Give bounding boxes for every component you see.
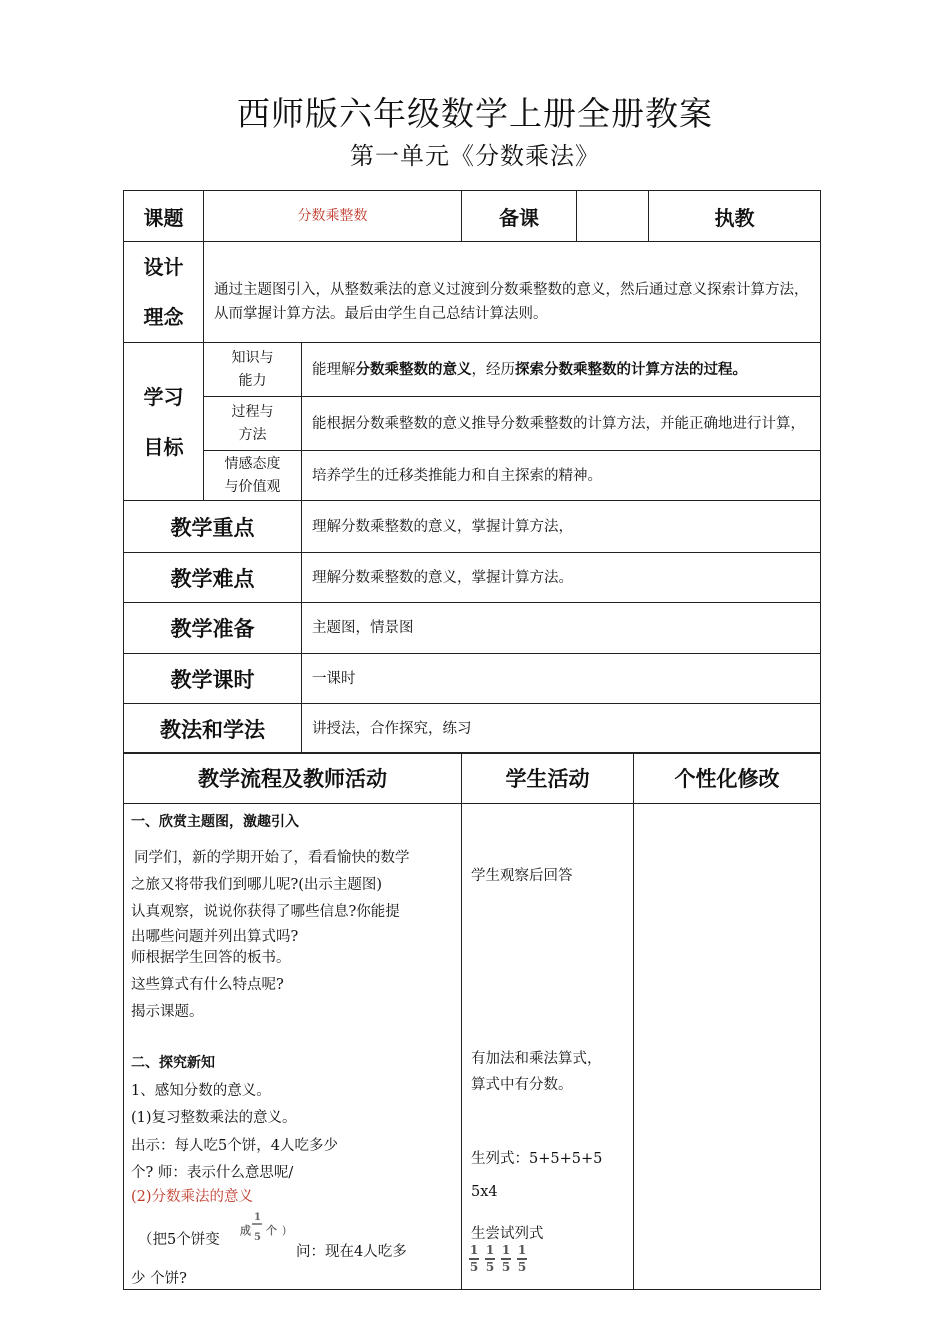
teacher-line-14: 问：现在4人吃多 xyxy=(296,1244,407,1260)
student-activity-cell xyxy=(462,804,634,1290)
periods-row xyxy=(124,654,821,704)
personal-edit-header: 个性化修改 xyxy=(634,753,821,804)
goals-label-1: 学习 xyxy=(143,384,184,409)
teacher-line-15: 少 个饼? xyxy=(131,1271,187,1287)
goals-label xyxy=(124,343,204,501)
periods-value: 一课时 xyxy=(302,654,821,704)
fraction-4: $\frac{1}{5}$ xyxy=(517,1243,527,1274)
header-row xyxy=(124,191,821,242)
teaching-flow-table xyxy=(123,752,821,1290)
prep-label: 备课 xyxy=(462,191,577,242)
teach-label: 执教 xyxy=(649,191,821,242)
teacher-line-8: 1、感知分数的意义。 xyxy=(131,1083,271,1099)
fraction-sum-image xyxy=(469,1244,527,1274)
svg-text:1: 1 xyxy=(254,1212,261,1223)
teacher-line-7: 揭示课题。 xyxy=(131,1004,204,1020)
unit-subtitle: 第一单元《分数乘法》 xyxy=(350,142,600,170)
methods-label: 教法和学法 xyxy=(124,704,302,754)
preparation-label: 教学准备 xyxy=(124,603,302,654)
goal-text-knowledge: 能理解分数乘整数的意义，经历探索分数乘整数的计算方法的过程。 xyxy=(302,343,821,397)
prep-value[interactable] xyxy=(577,191,649,242)
flow-content-row xyxy=(124,804,821,1290)
teacher-activity-cell xyxy=(124,804,462,1290)
student-answer-6: 生尝试列式 xyxy=(471,1226,544,1242)
goal-sub-knowledge: 知识与 能力 xyxy=(204,343,302,397)
teacher-activity-header: 教学流程及教师活动 xyxy=(124,753,462,804)
svg-text:成: 成 xyxy=(240,1224,251,1237)
goals-label-2: 目标 xyxy=(143,434,184,459)
preparation-value: 主题图，情景图 xyxy=(302,603,821,654)
key-points-label: 教学重点 xyxy=(124,501,302,553)
preparation-row xyxy=(124,603,821,654)
personal-edit-cell[interactable] xyxy=(634,804,821,1290)
fraction-1: $\frac{1}{5}$ xyxy=(469,1243,479,1274)
svg-text:): ) xyxy=(282,1224,287,1237)
teacher-line-11: 个? 师：表示什么意思呢/ xyxy=(131,1165,294,1181)
teacher-line-2: 之旅又将带我们到哪儿呢?(出示主题图) xyxy=(131,877,383,893)
goal-row-1 xyxy=(124,343,821,397)
key-points-value: 理解分数乘整数的意义，掌握计算方法， xyxy=(302,501,821,553)
key-points-row xyxy=(124,501,821,553)
topic-value: 分数乘整数 xyxy=(204,191,462,242)
flow-header-row xyxy=(124,753,821,804)
design-label xyxy=(124,242,204,343)
goal-sub-process: 过程与 方法 xyxy=(204,397,302,451)
fraction-piece-icon xyxy=(238,1208,296,1244)
design-row xyxy=(124,242,821,343)
teacher-line-1: 同学们，新的学期开始了，看看愉快的数学 xyxy=(134,850,410,866)
lesson-plan-table xyxy=(123,190,821,754)
topic-label: 课题 xyxy=(124,191,204,242)
section-2-heading: 二、探究新知 xyxy=(131,1055,215,1071)
periods-label: 教学课时 xyxy=(124,654,302,704)
svg-text:5: 5 xyxy=(254,1232,261,1243)
student-activity-header: 学生活动 xyxy=(462,753,634,804)
section-1-heading: 一、欣赏主题图，激趣引入 xyxy=(131,814,299,830)
teacher-line-4: 出哪些问题并列出算式吗? xyxy=(131,929,299,945)
goal-sub-emotion: 情感态度 与价值观 xyxy=(204,451,302,501)
student-answer-4: 生列式：5+5+5+5 xyxy=(471,1151,603,1167)
fraction-2: $\frac{1}{5}$ xyxy=(485,1243,495,1274)
teacher-line-12: (2)分数乘法的意义 xyxy=(131,1189,254,1205)
teacher-line-13: （把5个饼变 xyxy=(138,1232,220,1248)
design-label-2: 理念 xyxy=(143,305,184,329)
student-answer-5: 5x4 xyxy=(471,1184,498,1200)
methods-row xyxy=(124,704,821,754)
goal-text-emotion: 培养学生的迁移类推能力和自主探索的精神。 xyxy=(302,451,821,501)
difficulty-value: 理解分数乘整数的意义，掌握计算方法。 xyxy=(302,553,821,603)
teacher-line-10: 出示：每人吃5个饼，4人吃多少 xyxy=(131,1138,338,1154)
svg-text:个: 个 xyxy=(266,1224,277,1237)
fraction-3: $\frac{1}{5}$ xyxy=(501,1243,511,1274)
difficulty-label: 教学难点 xyxy=(124,553,302,603)
teacher-line-9: (1)复习整数乘法的意义。 xyxy=(131,1110,297,1126)
teacher-line-5: 师根据学生回答的板书。 xyxy=(131,950,291,966)
teacher-line-3: 认真观察，说说你获得了哪些信息?你能提 xyxy=(131,904,400,920)
student-answer-3: 算式中有分数。 xyxy=(471,1077,573,1093)
teacher-line-6: 这些算式有什么特点呢? xyxy=(131,977,284,993)
goal-row-3 xyxy=(124,451,821,501)
student-answer-2: 有加法和乘法算式， xyxy=(471,1051,602,1067)
student-answer-1: 学生观察后回答 xyxy=(471,868,573,884)
difficulty-row xyxy=(124,553,821,603)
design-text: 通过主题图引入，从整数乘法的意义过渡到分数乘整数的意义，然后通过意义探索计算方法，从而掌握计算方法。最后由学生自己总结计算法则。 xyxy=(204,242,821,343)
document-title: 西师版六年级数学上册全册教案 xyxy=(237,94,713,133)
design-label-1: 设计 xyxy=(143,255,184,279)
methods-value: 讲授法，合作探究，练习 xyxy=(302,704,821,754)
goal-row-2 xyxy=(124,397,821,451)
goal-text-process: 能根据分数乘整数的意义推导分数乘整数的计算方法，并能正确地进行计算， xyxy=(302,397,821,451)
